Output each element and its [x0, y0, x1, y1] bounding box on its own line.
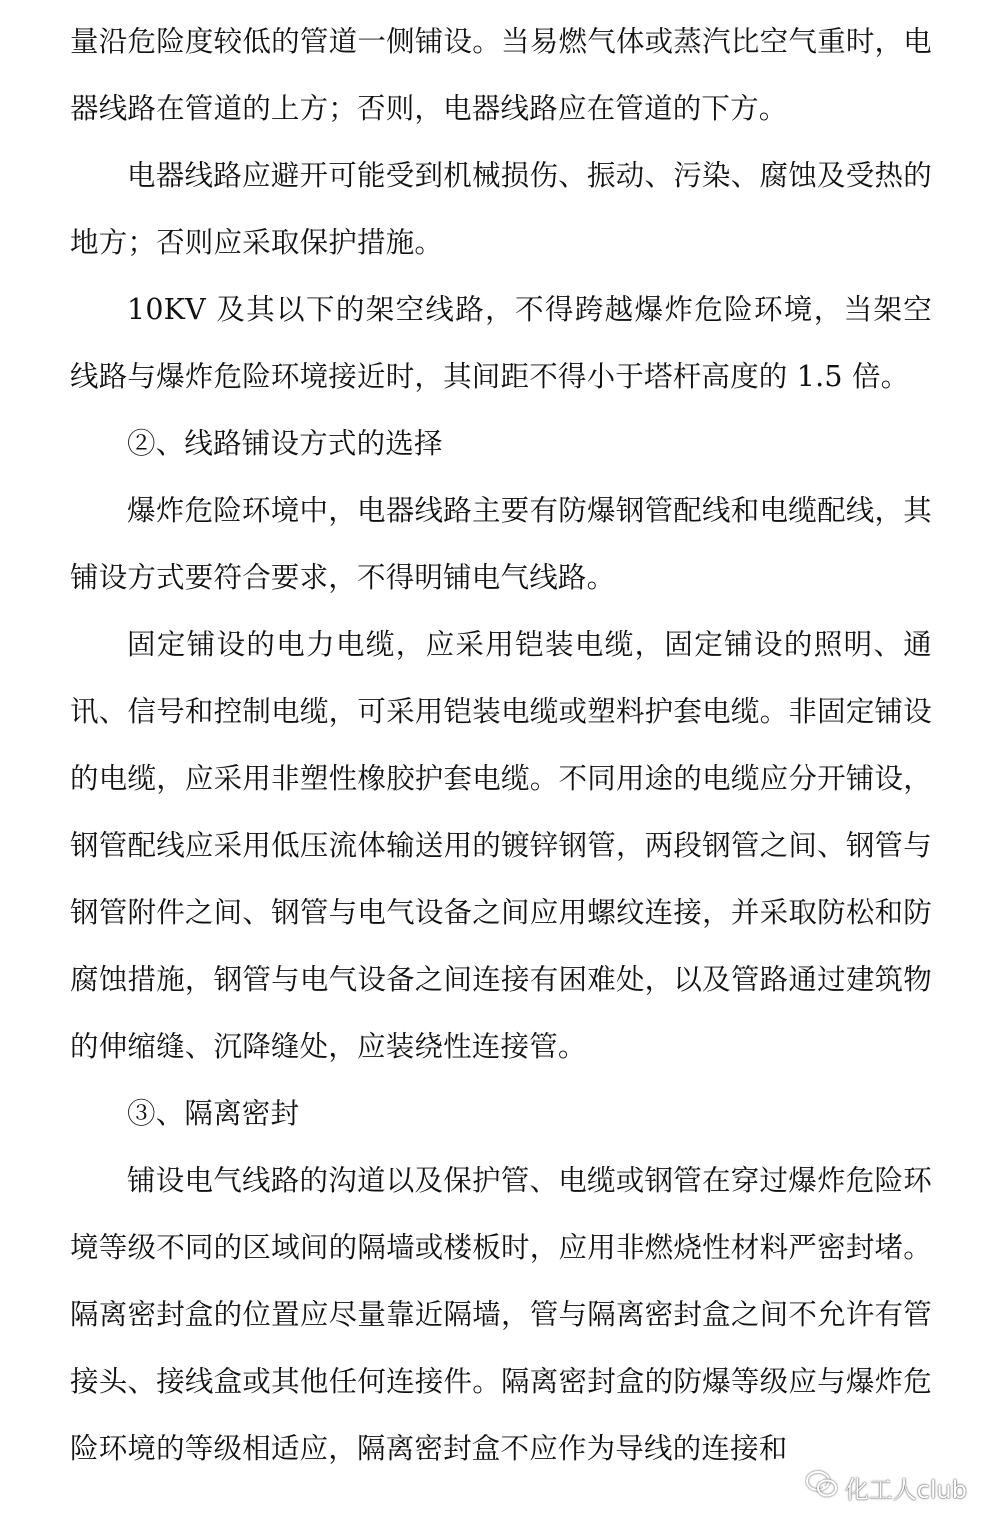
- paragraph: 量沿危险度较低的管道一侧铺设。当易燃气体或蒸汽比空气重时，电器线路在管道的上方；否则，电器线路应在管道的下方。: [70, 25, 932, 125]
- document-body: [70, 8, 932, 1482]
- section-heading: ③、隔离密封: [127, 1097, 300, 1130]
- paragraph: 10KV 及其以下的架空线路，不得跨越爆炸危险环境，当架空线路与爆炸危险环境接近时，其间距不得小于塔杆高度的 1.5 倍。: [70, 293, 932, 393]
- watermark-label: 化工人club: [844, 1475, 967, 1504]
- wechat-icon: [805, 1469, 839, 1505]
- watermark: [805, 1469, 967, 1505]
- paragraph: 固定铺设的电力电缆，应采用铠装电缆，固定铺设的照明、通讯、信号和控制电缆，可采用铠装电缆或塑料护套电缆。非固定铺设的电缆，应采用非塑性橡胶护套电缆。不同用途的电缆应分开铺设，钢管配线应采用低压流体输送用的镀锌钢管，两段钢管之间、钢管与钢管附件之间、钢管与电气设备之间应用螺纹连接，并采取防松和防腐蚀措施，钢管与电气设备之间连接有困难处，以及管路通过建筑物的伸缩缝、沉降缝处，应装绕性连接管。: [70, 628, 932, 1063]
- paragraph: 爆炸危险环境中，电器线路主要有防爆钢管配线和电缆配线，其铺设方式要符合要求，不得明铺电气线路。: [70, 494, 932, 594]
- section-heading: ②、线路铺设方式的选择: [127, 427, 443, 460]
- paragraph: 铺设电气线路的沟道以及保护管、电缆或钢管在穿过爆炸危险环境等级不同的区域间的隔墙或楼板时，应用非燃烧性材料严密封堵。隔离密封盒的位置应尽量靠近隔墙，管与隔离密封盒之间不允许有管接头、接线盒或其他任何连接件。隔离密封盒的防爆等级应与爆炸危险环境的等级相适应，隔离密封盒不应作为导线的连接和: [70, 1164, 932, 1465]
- paragraph: 电器线路应避开可能受到机械损伤、振动、污染、腐蚀及受热的地方；否则应采取保护措施。: [70, 159, 932, 259]
